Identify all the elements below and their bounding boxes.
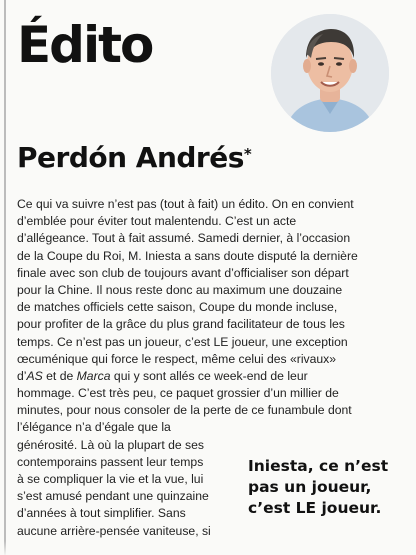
newspaper-name: Marca — [76, 368, 111, 383]
pull-quote-line: c’est LE joueur. — [248, 499, 382, 517]
body-line: minutes, pour nous consoler de la perte de ce funambule dont — [17, 403, 352, 418]
body-line: contemporains passent leur temps — [17, 454, 204, 469]
headline-asterisk: * — [243, 145, 252, 163]
body-line: s’est amusé pendant une quinzaine — [17, 489, 209, 504]
body-line: temps. Ce n’est pas un joueur, c’est LE joueur, une exception — [17, 334, 348, 349]
author-portrait — [271, 14, 389, 132]
body-line: aucune arrière-pensée vaniteuse, si — [17, 523, 211, 538]
body-line: œcuménique qui force le respect, même celui des «rivaux» — [17, 351, 337, 366]
body-line: d’années à tout simplifier. Sans — [17, 506, 186, 521]
body-line: générosité. Là où la plupart de ses — [17, 437, 205, 452]
body-line: Ce qui va suivre n’est pas (tout à fait) un édito. On en convient — [17, 197, 354, 211]
body-line: l’élégance n’a d’égale que la — [17, 420, 171, 435]
column-rule — [4, 0, 6, 555]
pull-quote-line: pas un joueur, — [248, 478, 372, 496]
page-fade — [0, 541, 416, 555]
pull-quote-line: Iniesta, ce n’est — [248, 457, 389, 475]
headline — [17, 138, 251, 178]
newspaper-name: AS — [26, 368, 43, 383]
body-line: d’AS et de Marca qui y sont allés ce week-end de leur — [17, 368, 308, 383]
body-line: d’emblée pour éviter tout malentendu. C’est un acte — [17, 214, 297, 229]
body-line: pour profiter de la grâce du plus grand facilitateur de tous les — [17, 317, 345, 332]
headline-text: Perdón Andrés — [17, 141, 244, 174]
body-line: finale avec son club de toujours avant d’officialiser son départ — [17, 265, 349, 280]
section-title: Édito — [17, 16, 153, 74]
body-line: hommage. C’est très peu, ce paquet grossier d’un millier de — [17, 386, 339, 401]
body-line: pour la Chine. Il nous reste donc au maximum une douzaine — [17, 282, 343, 297]
body-line: de la Coupe du Roi, M. Iniesta a sans doute disputé la dernière — [17, 248, 358, 263]
pull-quote — [248, 456, 398, 519]
body-line: de matches officiels cette saison, Coupe du monde incluse, — [17, 300, 338, 315]
body-line: à se compliquer la vie et la vue, lui — [17, 472, 204, 486]
body-line: d’allégeance. Tout à fait assumé. Samedi dernier, à l’occasion — [17, 231, 351, 246]
